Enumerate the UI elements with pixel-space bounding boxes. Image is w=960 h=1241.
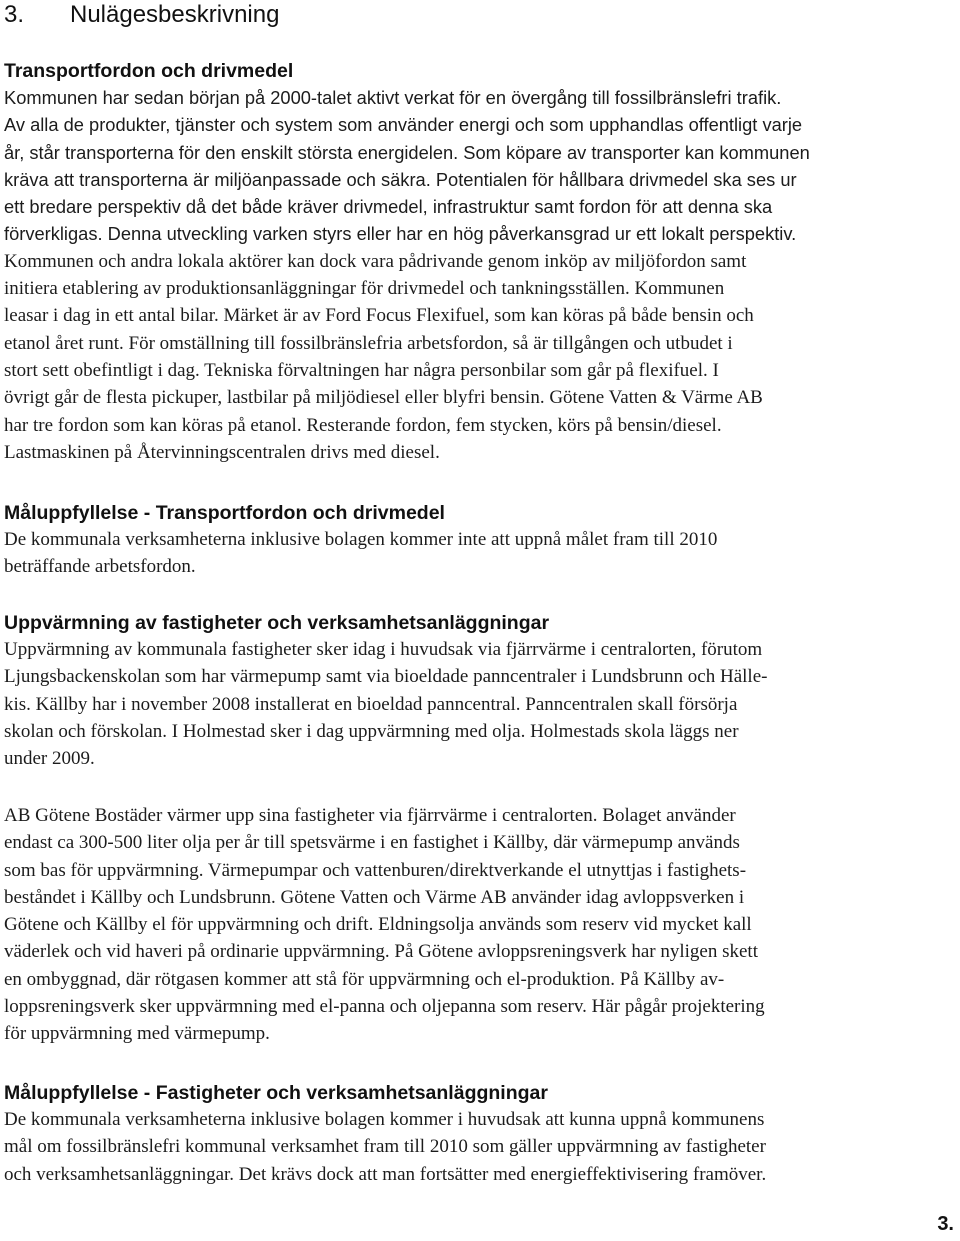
section-paragraph — [4, 84, 952, 248]
section-paragraph — [4, 802, 952, 1048]
section-goal-transport — [4, 500, 952, 581]
text-line: Av alla de produkter, tjänster och system som använder energi och som upphandlas offentligt varje — [4, 114, 803, 136]
text-line: etanol året runt. För omställning till fossilbränslefria arbetsfordon, så är tillgången och utbudet i — [4, 332, 733, 354]
text-line: en ombyggnad, där rötgasen kommer att stå för uppvärmning och el-produktion. På Källby av- — [4, 968, 725, 990]
chapter-title: Nulägesbeskrivning — [70, 1, 280, 28]
text-line: under 2009. — [4, 748, 95, 770]
text-line: endast ca 300-500 liter olja per år till spetsvärme i en fastighet i Källby, där värmepump används — [4, 832, 740, 854]
section-heating-paragraph-2 — [4, 802, 952, 1048]
text-line: Ljungsbackenskolan som har värmepump samt via bioeldade panncentraler i Lundsbrunn och Hälle- — [4, 666, 768, 688]
text-line: Kommunen har sedan början på 2000-talet aktivt verkat för en övergång till fossilbränslefri trafik. — [4, 87, 782, 108]
text-line: Götene och Källby el för uppvärmning och drift. Eldningsolja används som reserv vid mycket kall — [4, 914, 752, 936]
text-line: leasar i dag in ett antal bilar. Märket är av Ford Focus Flexifuel, som kan köras på både bensin och — [4, 305, 754, 327]
section-heating — [4, 610, 952, 772]
text-line: De kommunala verksamheterna inklusive bolagen kommer i huvudsak att kunna uppnå kommunens — [4, 1109, 765, 1130]
section-paragraph — [4, 1106, 952, 1188]
text-line: väderlek och vid haveri på ordinarie uppvärmning. På Götene avloppsreningsverk har nyligen skett — [4, 941, 758, 963]
text-line: Uppvärmning av kommunala fastigheter sker idag i huvudsak via fjärrvärme i centralorten, förutom — [4, 639, 763, 660]
section-transport — [4, 58, 952, 466]
section-heading: Transportfordon och drivmedel — [4, 60, 294, 82]
text-line: övrigt går de flesta pickuper, lastbilar på miljödiesel eller blyfri bensin. Götene Vatten & Värme AB — [4, 387, 763, 409]
text-line: Lastmaskinen på Återvinningscentralen drivs med diesel. — [4, 441, 440, 463]
text-line: förverkligas. Denna utveckling varken styrs eller har en hög påverkansgrad ur ett lokalt perspektiv. — [4, 223, 797, 245]
text-line: för uppvärmning med värmepump. — [4, 1023, 270, 1045]
text-line: och verksamhetsanläggningar. Det krävs dock att man fortsätter med energieffektivisering framöver. — [4, 1163, 767, 1185]
section-heading: Måluppfyllelse - Transportfordon och drivmedel — [4, 502, 445, 524]
text-line: kis. Källby har i november 2008 installerat en bioeldad panncentral. Panncentralen skall försörja — [4, 693, 738, 715]
text-line: mål om fossilbränslefri kommunal verksamhet fram till 2010 som gäller uppvärmning av fastigheter — [4, 1136, 766, 1158]
text-line: som bas för uppvärmning. Värmepumpar och vattenburen/direktverkande el utnyttjas i fastighets- — [4, 859, 747, 881]
section-goal-heating — [4, 1080, 952, 1188]
text-line: loppsreningsverk sker uppvärmning med el-panna och oljepanna som reserv. Här pågår projektering — [4, 996, 765, 1018]
text-line: initiera etablering av produktionsanläggningar för drivmedel och tankningsställen. Kommunen — [4, 278, 725, 300]
text-line: De kommunala verksamheterna inklusive bolagen kommer inte att uppnå målet fram till 2010 — [4, 529, 718, 550]
text-line: AB Götene Bostäder värmer upp sina fastigheter via fjärrvärme i centralorten. Bolaget använder — [4, 805, 736, 826]
text-line: beträffande arbetsfordon. — [4, 556, 196, 578]
chapter-heading — [4, 0, 279, 30]
section-paragraph — [4, 526, 952, 581]
chapter-number: 3. — [4, 1, 25, 28]
text-line: år, står transporterna för den enskilt största energidelen. Som köpare av transporter kan kommunen — [4, 141, 810, 163]
text-line: skolan och förskolan. I Holmestad sker i dag uppvärmning med olja. Holmestads skola läggs ner — [4, 720, 739, 742]
text-line: har tre fordon som kan köras på etanol. Resterande fordon, fem stycken, körs på bensin/diesel. — [4, 414, 722, 436]
section-paragraph — [4, 636, 952, 772]
section-paragraph — [4, 248, 952, 466]
text-line: kräva att transporterna är miljöanpassade och säkra. Potentialen för hållbara drivmedel ska ses ur — [4, 168, 797, 190]
section-heading: Måluppfyllelse - Fastigheter och verksamhetsanläggningar — [4, 1082, 548, 1104]
text-line: ett bredare perspektiv då det både kräver drivmedel, infrastruktur samt fordon för att denna ska — [4, 196, 773, 218]
page-number: 3. — [937, 1213, 954, 1235]
text-line: stort sett obefintligt i dag. Tekniska förvaltningen har några personbilar som går på flexifuel. I — [4, 359, 719, 381]
section-heading: Uppvärmning av fastigheter och verksamhetsanläggningar — [4, 612, 550, 634]
text-line: beståndet i Källby och Lundsbrunn. Götene Vatten och Värme AB använder idag avloppsverken i — [4, 886, 745, 908]
text-line: Kommunen och andra lokala aktörer kan dock vara pådrivande genom inköp av miljöfordon samt — [4, 250, 747, 272]
